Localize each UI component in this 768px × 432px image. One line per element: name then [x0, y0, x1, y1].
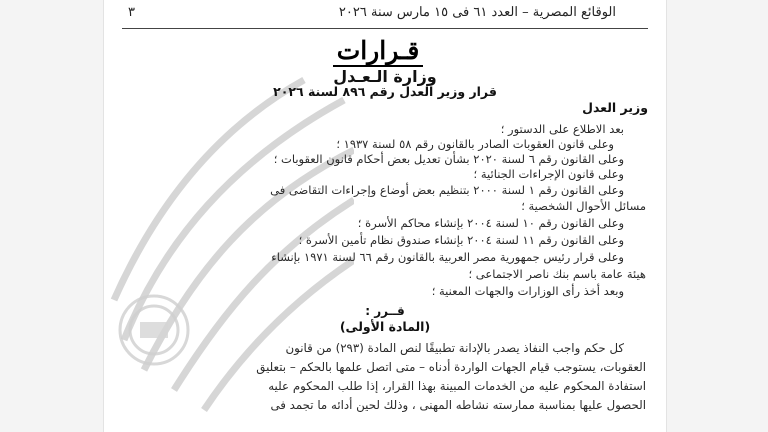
page-number: ٣	[128, 5, 135, 20]
decree-heading: قرار وزير العدل رقم ٨٩٦ لسنة ٢٠٢٦	[273, 84, 497, 99]
ministry-name: وزارة الـعـدل	[333, 67, 437, 86]
decided-heading: قــرر :	[365, 304, 405, 318]
article-heading: (المادة الأولى)	[339, 319, 431, 334]
gazette-header-text: الوقائع المصرية – العدد ٦١ فى ١٥ مارس سنة ٢٠٢٦	[338, 5, 616, 20]
section-title: قـرارات	[104, 36, 666, 66]
document-page: ٣ الوقائع المصرية – العدد ٦١ فى ١٥ مارس سنة ٢٠٢٦ قـرارات وزارة الـعـدل قرار وزير العدل رقم ٨٩٦ لسنة ٢٠٢٦ وزير العدل بعد الاطلاع على الدستور ؛ وعلى قانون العقوبات الصادر بالقانون رقم ٥٨ لسنة ١٩٣٧ ؛ وعلى القانون رقم ٦ لسنة ٢٠٢٠ بشأن تعديل بعض أحكام قانون العقوبات ؛ وعلى قانون الإجراءات الجنائية ؛ وعلى القانون رقم ١ لسنة ٢٠٠٠ بتنظيم بعض أوضاع وإجراءات التقاضى فى مسائل الأحوال الشخصية ؛ وعلى القانون رقم ١٠ لسنة ٢٠٠٤ بإنشاء محاكم الأسرة ؛ وعلى القانون رقم ١١ لسنة ٢٠٠٤ بإنشاء صندوق نظام تأمين الأسرة ؛ وعلى قرار رئيس جمهورية مصر العربية بالقانون رقم ٦٦ لسنة ١٩٧١ بإنشاء هيئة عامة باسم بنك ناصر الاجتماعى ؛ وبعد أخذ رأى الوزارات والجهات المعنية ؛ قــرر : (المادة الأولى) كل حكم واجب النفاذ يصدر بالإدانة تطبيقًا لنص المادة (٢٩٣) من قانون العقوبات، يستوجب قيام الجهات الواردة أدناه – متى اتصل علمها بالحكم – بتعليق استفادة المحكوم عليه من الخدمات المبينة بهذا القرار، إذا طلب المحكوم عليه الحصول عليها بمناسبة ممارسته نشاطه المهنى ، وذلك لحين أدائه ما تجمد فى	[103, 0, 667, 432]
header-divider	[122, 28, 648, 29]
